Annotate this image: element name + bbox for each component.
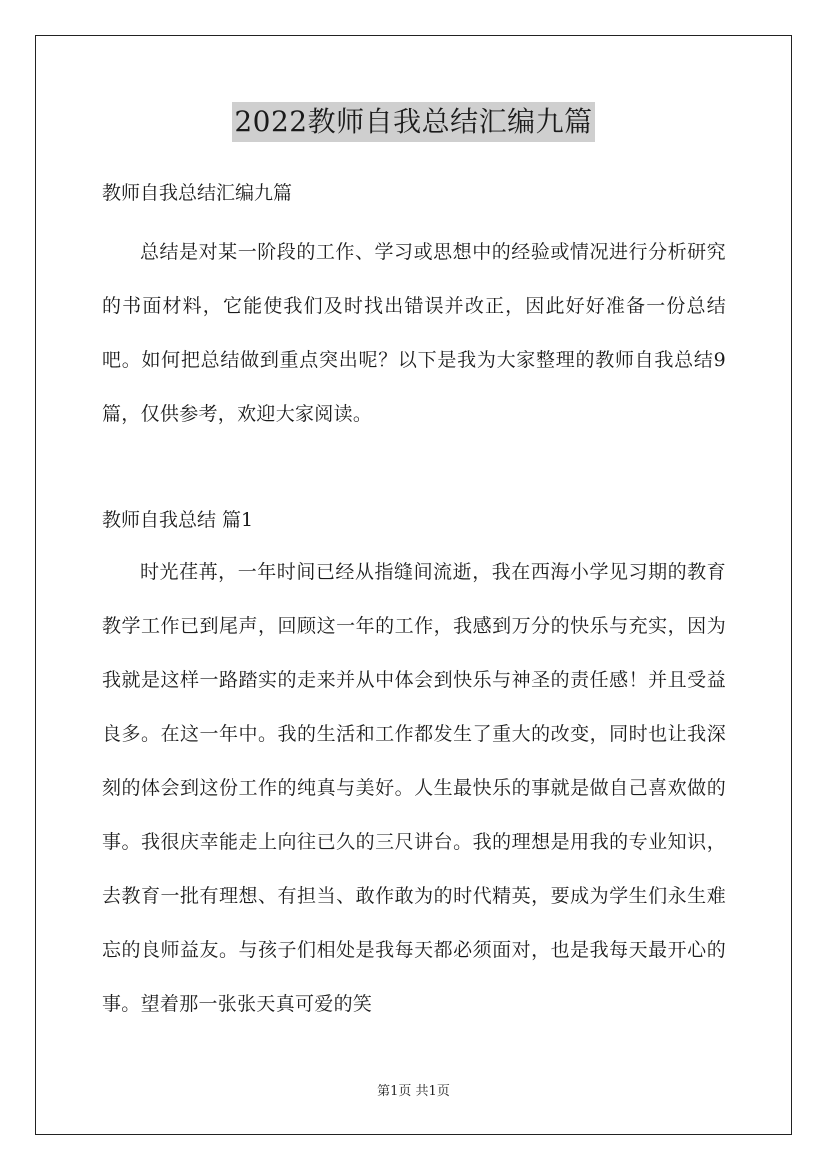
section-heading: 教师自我总结 篇1 (102, 509, 254, 531)
intro-paragraph: 总结是对某一阶段的工作、学习或思想中的经验或情况进行分析研究的书面材料，它能使我们及时找出错误并改正，因此好好准备一份总结吧。如何把总结做到重点突出呢？以下是我为大家整理的教师自我总结9篇，仅供参考，欢迎大家阅读。 (102, 241, 726, 425)
title-container (0, 102, 827, 142)
section-body-paragraph: 时光荏苒，一年时间已经从指缝间流逝，我在西海小学见习期的教育教学工作已到尾声，回顾这一年的工作，我感到万分的快乐与充实，因为我就是这样一路踏实的走来并从中体会到快乐与神圣的责任感！并且受益良多。在这一年中。我的生活和工作都发生了重大的改变，同时也让我深刻的体会到这份工作的纯真与美好。人生最快乐的事就是做自己喜欢做的事。我很庆幸能走上向往已久的三尺讲台。我的理想是用我的专业知识，去教育一批有理想、有担当、敢作敢为的时代精英，要成为学生们永生难忘的良师益友。与孩子们相处是我每天都必须面对，也是我每天最开心的事。望着那一张张天真可爱的笑 (102, 561, 726, 1015)
page-footer: 第1页 共1页 (377, 1084, 450, 1099)
document-subtitle: 教师自我总结汇编九篇 (102, 182, 293, 204)
document-title: 2022教师自我总结汇编九篇 (232, 102, 594, 142)
